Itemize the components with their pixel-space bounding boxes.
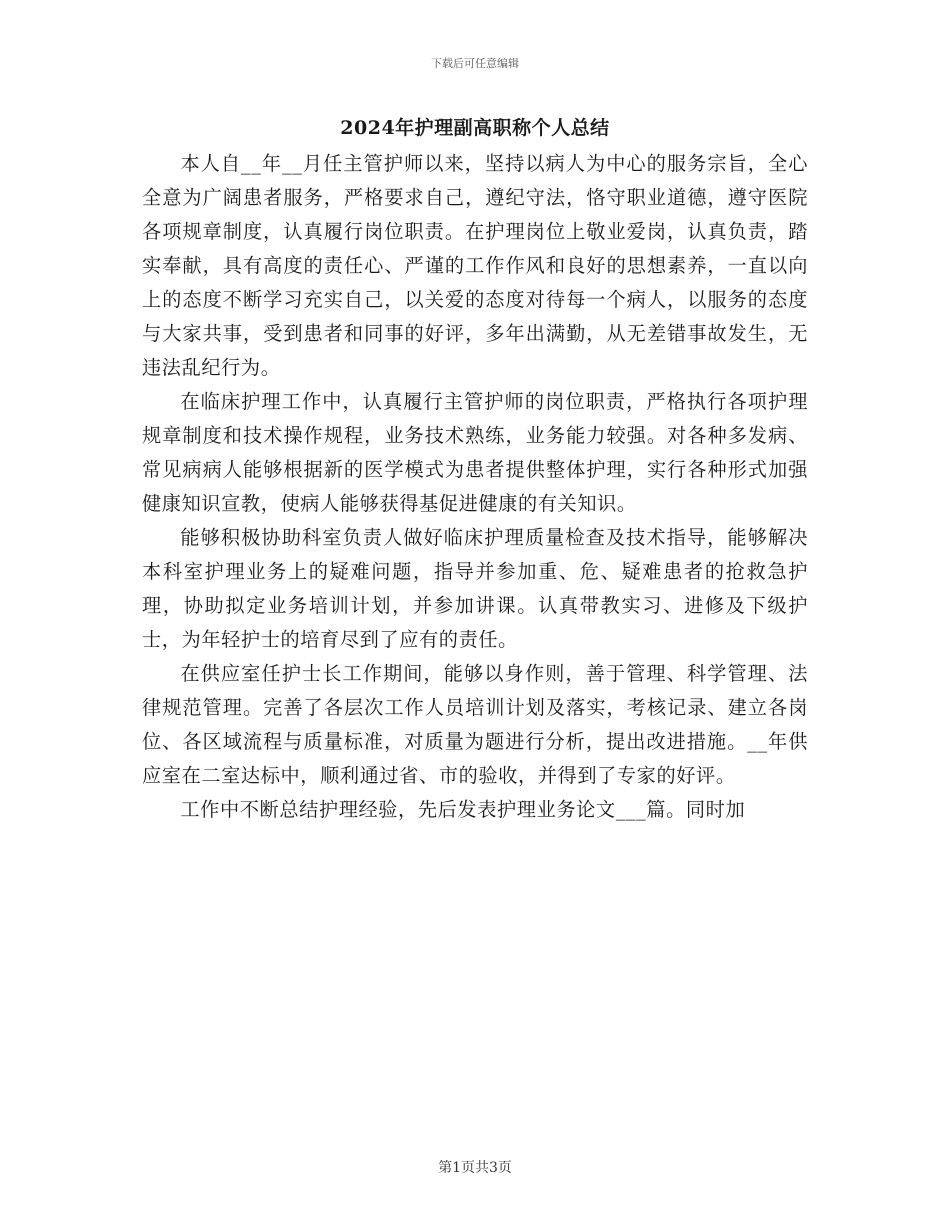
paragraph-5: 工作中不断总结护理经验，先后发表护理业务论文___篇。同时加	[180, 798, 746, 821]
document-body	[142, 147, 808, 827]
paragraph-1: 本人自__年__月任主管护师以来，坚持以病人为中心的服务宗旨，全心全意为广阔患者服务，严格要求自己，遵纪守法，恪守职业道德，遵守医院各项规章制度，认真履行岗位职责。在护理岗位上敬业爱岗，认真负责，踏实奉献，具有高度的责任心、严谨的工作作风和良好的思想素养，一直以向上的态度不断学习充实自己，以关爱的态度对待每一个病人，以服务的态度与大家共事，受到患者和同事的好评，多年出满勤，从无差错事故发生，无违法乱纪行为。	[142, 152, 808, 379]
paragraph-3: 能够积极协助科室负责人做好临床护理质量检查及技术指导，能够解决本科室护理业务上的疑难问题，指导并参加重、危、疑难患者的抢救急护理，协助拟定业务培训计划，并参加讲课。认真带教实习、进修及下级护士，为年轻护士的培育尽到了应有的责任。	[142, 526, 808, 651]
paragraph-4: 在供应室任护士长工作期间，能够以身作则，善于管理、科学管理、法律规范管理。完善了各层次工作人员培训计划及落实，考核记录、建立各岗位、各区域流程与质量标准，对质量为题进行分析，提出改进措施。__年供应室在二室达标中，顺利通过省、市的验收，并得到了专家的好评。	[142, 662, 808, 787]
paragraph-2: 在临床护理工作中，认真履行主管护师的岗位职责，严格执行各项护理规章制度和技术操作规程，业务技术熟练，业务能力较强。对各种多发病、常见病病人能够根据新的医学模式为患者提供整体护理，实行各种形式加强健康知识宣教，使病人能够获得基促进健康的有关知识。	[142, 390, 808, 515]
page-number: 第1页共3页	[438, 1160, 512, 1176]
document-title: 2024年护理副高职称个人总结	[340, 117, 610, 139]
page-header-note: 下载后可任意编辑	[431, 57, 519, 70]
